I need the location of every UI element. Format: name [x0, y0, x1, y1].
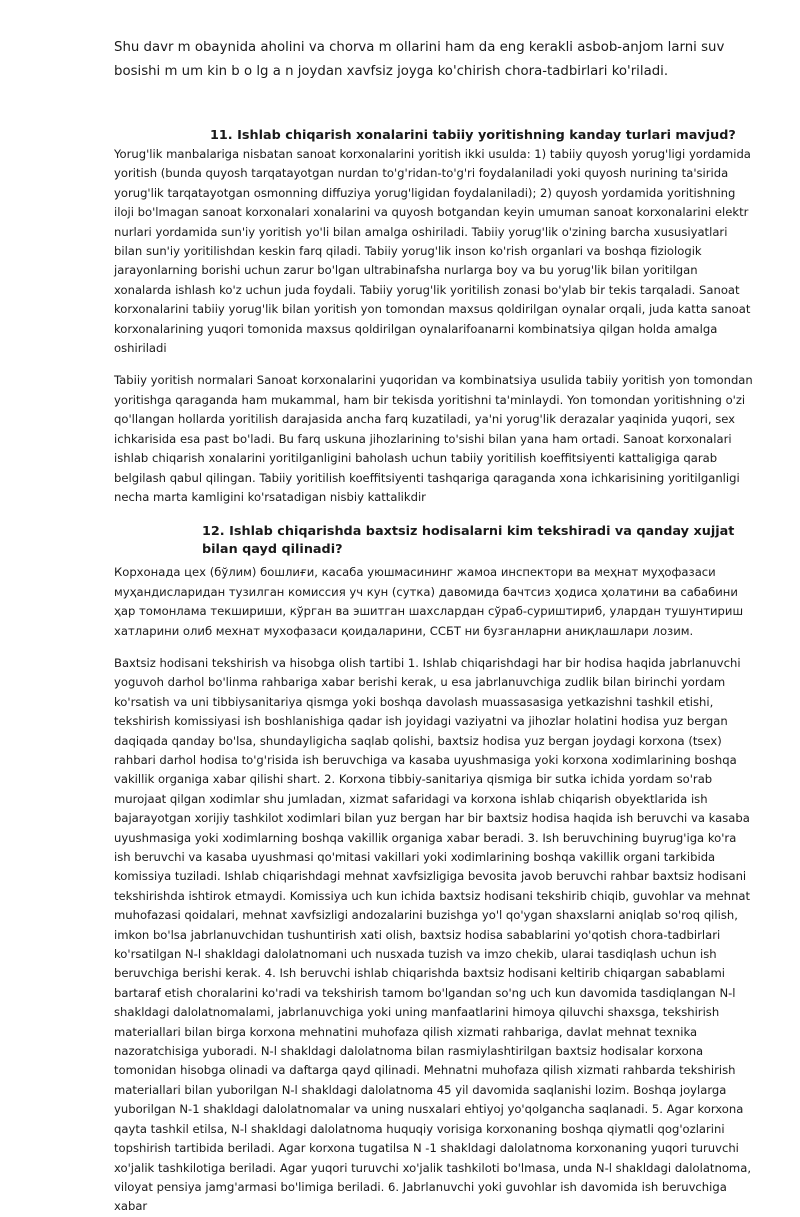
- section-11-paragraph-2: Tabiiy yoritish normalari Sanoat korxonalarini yuqoridan va kombinatsiya usulida tabiiy yoritish yon tomondan yoritishga qaraganda ham mukammal, ham bir tekisda yoritishni ta'minlaydi. Yon tomondan yoritishning o'zi qo'llangan hollarda yoritilish darajasida ancha farq kuzatiladi, ya'ni yorug'lik derazalar yaqinida yuqori, sex ichkarisida esa past bo'ladi. Bu farq uskuna jihozlarining to'sishi bilan yana ham ortadi. Sanoat korxonalari ishlab chiqarish xonalarini yoritilganligini baholash uchun tabiiy yoritilish koeffitsiyenti kattaligiga qarab belgilash qabul qilingan. Tabiiy yoritilish koeffitsiyenti tashqariga qaraganda xona ichkarisining yoritilganligi necha marta kamligini ko'rsatadigan nisbiy kattalikdir: [114, 373, 753, 504]
- section-11-paragraph-1: Yorug'lik manbalariga nisbatan sanoat korxonalarini yoritish ikki usulda: 1) tabiiy quyosh yorug'ligi yordamida yoritish (bunda quyosh tarqatayotgan nurdan to'g'ridan-to'g'ri foydalaniladi yoki quyosh nurining ta'sirida yorug'lik tarqatayotgan osmonning diffuziya yorug'ligidan foydalaniladi); 2) quyosh yordamida yoritishning iloji bo'lmagan sanoat korxonalari xonalarini va quyosh botgandan keyin umuman sanoat korxonalarini elektr nurlari yordamida sun'iy yoritish yo'li bilan amalga oshiriladi. Tabiiy yorug'lik o'zining barcha xususiyatlari bilan sun'iy yoritilishdan keskin farq qiladi. Tabiiy yorug'lik inson ko'rish organlari va boshqa fiziologik jarayonlarning borishi uchun zarur bo'lgan ultrabinafsha nurlarga boy va bu yorug'lik bilan yoritilgan xonalarda ishlash ko'z uchun juda foydali. Tabiiy yorug'lik yoritilish zonasi bo'ylab bir tekis tarqaladi. Sanoat korxonalarini tabiiy yorug'lik bilan yoritish yon tomondan maxsus qoldirilgan oynalar orqali, juda katta sanoat korxonalarining yuqori tomonida maxsus qoldirilgan oynalarifoanarni kombinatsiya qilgan holda amalga oshiriladi: [114, 147, 751, 356]
- section-12-heading: 12. Ishlab chiqarishda baxtsiz hodisalarni kim tekshiradi va qanday xujjat bilan qayd qilinadi?: [202, 524, 735, 558]
- intro-paragraph: Shu davr m obaynida aholini va chorva m ollarini ham da eng kerakli asbob-anjom larni suv bosishi m um kin b o lg a n joydan xavfsiz joyga ko'chirish chora-tadbirlari ko'riladi.: [114, 40, 725, 79]
- section-12-paragraph-2: Baxtsiz hodisani tekshirish va hisobga olish tartibi 1. Ishlab chiqarishdagi har bir hodisa haqida jabrlanuvchi yoguvoh darhol bo'linma rahbariga xabar berishi kerak, u esa jabrlanuvchiga zudlik bilan birinchi yordam ko'rsatish va uni tibbiysanitariya qismga yoki boshqa davolash muassasasiga yetkazishni tashkil etishi, tekshirish komissiyasi ish boshlanishiga qadar ish joyidagi vaziyatni va jihozlar holatini hodisa yuz bergan daqiqada qanday bo'lsa, shundayligicha saqlab qolishi, baxtsiz hodisa yuz bergan joydagi korxona (tsex) rahbari darhol hodisa to'g'risida ish beruvchiga va kasaba uyushmasiga yoki korxona xodimlarining boshqa vakillik organiga xabar qilishi shart. 2. Korxona tibbiy-sanitariya qismiga bir sutka ichida yordam so'rab murojaat qilgan xodimlar shu jumladan, xizmat safaridagi va korxona ishlab chiqarish obyektlarida ish bajarayotgan xorijiy tashkilot xodimlari bilan yuz bergan har bir baxtsiz hodisa haqida ish beruvchi va kasaba uyushmasiga yoki xodimlarning boshqa vakillik organiga xabar beradi. 3. Ish beruvchining buyrug'iga ko'ra ish beruvchi va kasaba uyushmasi qo'mitasi vakillari yoki xodimlarining boshqa vakillik organi tarkibida komissiya tuziladi. Ishlab chiqarishdagi mehnat xavfsizligiga bevosita javob beruvchi rahbar baxtsiz hodisani tekshirishda ishtirok etmaydi. Komissiya uch kun ichida baxtsiz hodisani tekshirib chiqib, guvohlar va mehnat muhofazasi qoidalari, mehnat xavfsizligi andozalarini buzishga yo'l qo'ygan shaxslarni aniqlab so'roq qilish, imkon bo'lsa jabrlanuvchidan tushuntirish xati olish, baxtsiz hodisa sabablarini yo'qotish chora-tadbirlari ko'rsatilgan N-l shakldagi dalolatnomani uch nusxada tuzish va imzo chekib, ularai tasdiqlash uchun ish beruvchiga berishi kerak. 4. Ish beruvchi ishlab chiqarishda baxtsiz hodisani keltirib chiqargan sabablami bartaraf etish choralarini ko'radi va tekshirish tamom bo'lgandan so'ng uch kun davomida tasdiqlangan N-l shakldagi dalolatnomalami, jabrlanuvchiga yoki uning manfaatlarini himoya qiluvchi shaxsga, tekshirish materiallari bilan birga korxona mehnatini muhofaza qilish xizmati rahbariga, davlat mehnat texnika nazoratchisiga yuboradi. N-l shakldagi dalolatnoma bilan rasmiylashtirilgan baxtsiz hodisalar korxona tomonidan hisobga olinadi va daftarga qayd qilinadi. Mehnatni muhofaza qilish xizmati rahbarda tekshirish materiallari bilan yuborilgan N-l shakldagi dalolatnoma 45 yil davomida saqlanishi lozim. Boshqa joylarga yuborilgan N-1 shakldagi dalolatnomalar va uning nusxalari ehtiyoj yo'qolgancha saqlanadi. 5. Agar korxona qayta tashkil etilsa, N-l shakldagi dalolatnoma huquqiy vorisiga korxonaning boshqa qiymatli qog'ozlarini topshirish tartibida beriladi. Agar korxona tugatilsa N -1 shakldagi dalolatnoma korxonaning yuqori turuvchi xo'jalik tashkilotiga beriladi. Agar yuqori turuvchi xo'jalik tashkiloti bo'lmasa, unda N-l shakldagi dalolatnoma, viloyat pensiya jamg'armasi bo'limiga beriladi. 6. Jabrlanuvchi yoki guvohlar ish davomida ish beruvchiga xabar: [114, 655, 751, 1214]
- section-12-paragraph-1: Корхонада цех (бўлим) бошлиғи, касаба уюшмасининг жамоа инспектори ва меҳнат муҳофазаси муҳандисларидан тузилган комиссия уч кун (сутка) давомида бачтсиз ҳодиса ҳолатини ва сабабини ҳар томонлама текшириши, кўрган ва эшитган шахслардан сўраб-суриштириб, улардан тушунтириш хатларини олиб мехнат мухофазаси қоидаларини, ССБТ ни бузганларни аниқлашлари лозим.: [114, 565, 744, 638]
- section-11-heading: 11. Ishlab chiqarish xonalarini tabiiy yoritishning kanday turlari mavjud?: [210, 128, 736, 143]
